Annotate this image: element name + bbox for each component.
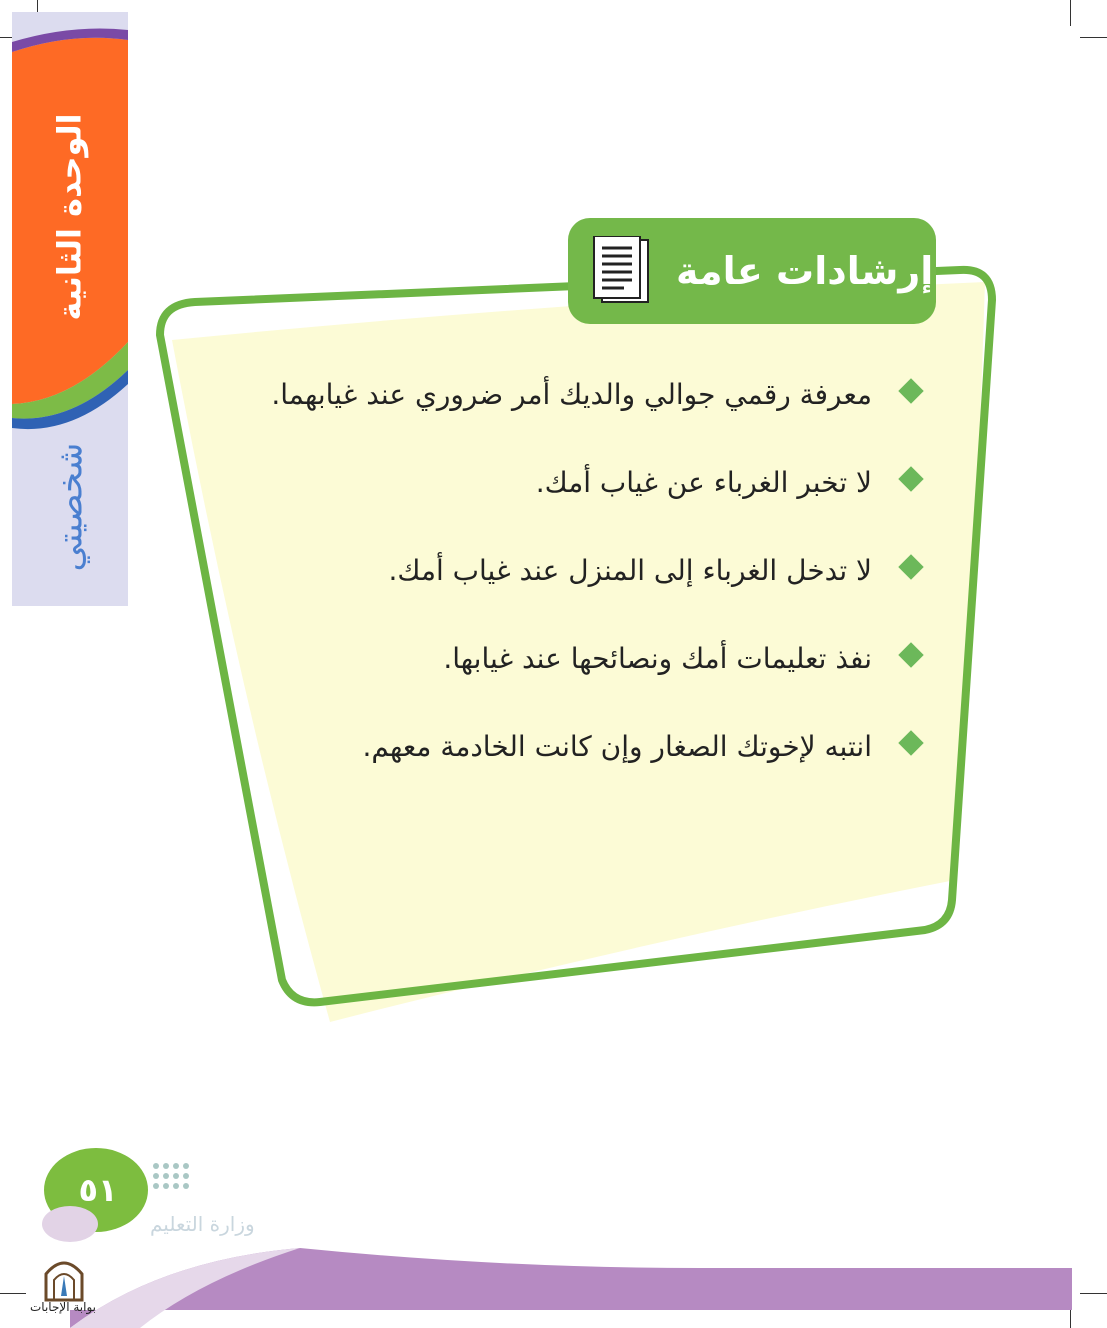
tip-text: لا تدخل الغرباء إلى المنزل عند غياب أمك. bbox=[388, 553, 872, 587]
card-title: إرشادات عامة bbox=[676, 249, 934, 293]
tip-text: لا تخبر الغرباء عن غياب أمك. bbox=[535, 465, 872, 499]
card-header bbox=[568, 218, 936, 324]
diamond-icon bbox=[898, 642, 923, 667]
list-item bbox=[240, 526, 930, 614]
diamond-icon bbox=[898, 378, 923, 403]
list-item bbox=[240, 614, 930, 702]
page-number: ٥١ bbox=[78, 1171, 118, 1209]
mosque-logo-icon bbox=[42, 1252, 86, 1302]
tip-text: انتبه لإخوتك الصغار وإن كانت الخادمة معهم. bbox=[362, 729, 872, 763]
diamond-icon bbox=[898, 466, 923, 491]
list-item bbox=[240, 438, 930, 526]
portal-label: بوابة الإجابات bbox=[30, 1300, 97, 1314]
diamond-icon bbox=[898, 554, 923, 579]
ministry-name: وزارة التعليم bbox=[150, 1212, 255, 1236]
list-item bbox=[240, 702, 930, 790]
tip-text: نفذ تعليمات أمك ونصائحها عند غيابها. bbox=[443, 641, 872, 675]
list-item bbox=[240, 350, 930, 438]
diamond-icon bbox=[898, 730, 923, 755]
tip-text: معرفة رقمي جوالي والديك أمر ضروري عند غيابهما. bbox=[271, 377, 872, 411]
tips-list bbox=[240, 350, 930, 790]
notepad-icon bbox=[590, 236, 652, 306]
unit-text: الوحدة الثانية bbox=[51, 113, 90, 321]
topic-text: شخصيتي bbox=[50, 442, 90, 572]
